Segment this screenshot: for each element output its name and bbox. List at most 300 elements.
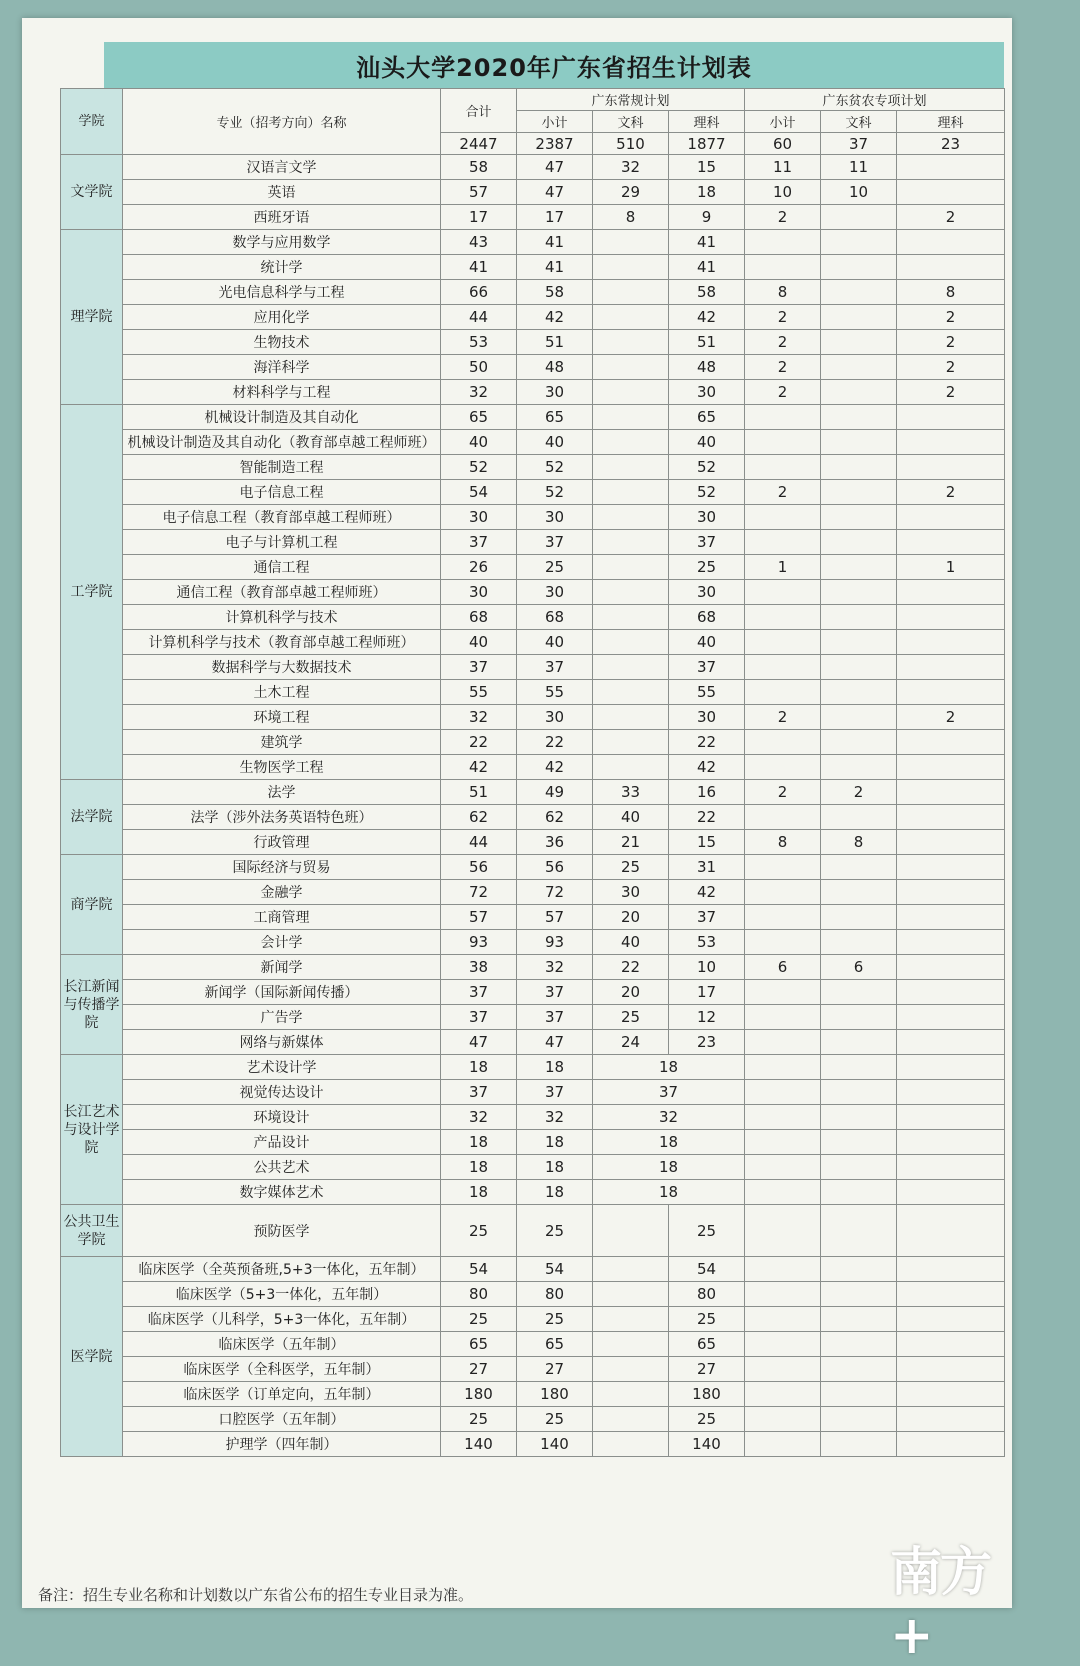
total-cell: 30 [441, 505, 517, 530]
header-poverty-arts: 文科 [821, 111, 897, 133]
poverty-science-cell [897, 430, 1005, 455]
poverty-subtotal-cell: 8 [745, 280, 821, 305]
major-name-cell: 护理学（四年制） [123, 1432, 441, 1457]
regular-subtotal-cell: 17 [517, 205, 593, 230]
poverty-arts-cell [821, 1357, 897, 1382]
major-name-cell: 金融学 [123, 880, 441, 905]
total-cell: 32 [441, 705, 517, 730]
table-row [61, 505, 1005, 530]
header-regular-science: 理科 [669, 111, 745, 133]
regular-subtotal-cell: 37 [517, 1080, 593, 1105]
total-cell: 17 [441, 205, 517, 230]
major-name-cell: 新闻学 [123, 955, 441, 980]
major-name-cell: 通信工程 [123, 555, 441, 580]
major-name-cell: 统计学 [123, 255, 441, 280]
poverty-subtotal-cell: 2 [745, 705, 821, 730]
poverty-science-cell [897, 230, 1005, 255]
poverty-science-cell [897, 1407, 1005, 1432]
regular-science-cell: 17 [669, 980, 745, 1005]
major-name-cell: 光电信息科学与工程 [123, 280, 441, 305]
regular-arts-cell: 20 [593, 905, 669, 930]
regular-arts-cell [593, 730, 669, 755]
poverty-science-cell [897, 1307, 1005, 1332]
regular-science-cell: 30 [669, 380, 745, 405]
table-row [61, 1332, 1005, 1357]
total-cell: 18 [441, 1180, 517, 1205]
table-row [61, 1180, 1005, 1205]
regular-subtotal-cell: 32 [517, 1105, 593, 1130]
poverty-science-cell [897, 1030, 1005, 1055]
total-cell: 66 [441, 280, 517, 305]
regular-science-cell: 65 [669, 405, 745, 430]
poverty-subtotal-cell [745, 630, 821, 655]
regular-subtotal-cell: 42 [517, 305, 593, 330]
major-name-cell: 计算机科学与技术（教育部卓越工程师班） [123, 630, 441, 655]
poverty-science-cell [897, 1382, 1005, 1407]
poverty-arts-cell [821, 555, 897, 580]
poverty-arts-cell [821, 230, 897, 255]
total-cell: 65 [441, 1332, 517, 1357]
school-name-cell: 公共卫生学院 [61, 1205, 123, 1257]
poverty-arts-cell [821, 755, 897, 780]
poverty-subtotal-cell: 8 [745, 830, 821, 855]
poverty-arts-cell [821, 380, 897, 405]
table-row [61, 905, 1005, 930]
regular-science-cell: 42 [669, 880, 745, 905]
poverty-arts-cell [821, 705, 897, 730]
poverty-arts-cell [821, 1130, 897, 1155]
regular-subtotal-cell: 49 [517, 780, 593, 805]
poverty-arts-cell [821, 605, 897, 630]
regular-subtotal-cell: 62 [517, 805, 593, 830]
poverty-subtotal-cell [745, 1155, 821, 1180]
major-name-cell: 生物医学工程 [123, 755, 441, 780]
table-row [61, 955, 1005, 980]
regular-science-cell: 58 [669, 280, 745, 305]
regular-subtotal-cell: 68 [517, 605, 593, 630]
poverty-science-cell [897, 455, 1005, 480]
table-row [61, 580, 1005, 605]
poverty-subtotal-cell [745, 405, 821, 430]
poverty-arts-cell [821, 205, 897, 230]
poverty-arts-cell [821, 405, 897, 430]
total-regular-arts: 510 [593, 133, 669, 155]
regular-subtotal-cell: 25 [517, 555, 593, 580]
regular-arts-cell: 40 [593, 930, 669, 955]
regular-science-cell: 31 [669, 855, 745, 880]
poverty-subtotal-cell [745, 1205, 821, 1257]
total-cell: 25 [441, 1407, 517, 1432]
poverty-arts-cell [821, 855, 897, 880]
total-all: 2447 [441, 133, 517, 155]
poverty-arts-cell [821, 1080, 897, 1105]
regular-subtotal-cell: 18 [517, 1155, 593, 1180]
table-row [61, 555, 1005, 580]
poverty-science-cell [897, 730, 1005, 755]
regular-subtotal-cell: 37 [517, 530, 593, 555]
poverty-subtotal-cell [745, 1432, 821, 1457]
poverty-subtotal-cell [745, 730, 821, 755]
poverty-subtotal-cell [745, 1282, 821, 1307]
regular-science-cell: 65 [669, 1332, 745, 1357]
regular-arts-cell [593, 605, 669, 630]
regular-science-cell: 180 [669, 1382, 745, 1407]
regular-science-cell: 80 [669, 1282, 745, 1307]
regular-science-cell: 25 [669, 555, 745, 580]
poverty-science-cell [897, 405, 1005, 430]
total-regular-subtotal: 2387 [517, 133, 593, 155]
major-name-cell: 数据科学与大数据技术 [123, 655, 441, 680]
table-row [61, 980, 1005, 1005]
table-row [61, 180, 1005, 205]
regular-subtotal-cell: 52 [517, 480, 593, 505]
poverty-subtotal-cell [745, 580, 821, 605]
poverty-arts-cell [821, 1055, 897, 1080]
major-name-cell: 土木工程 [123, 680, 441, 705]
table-row [61, 730, 1005, 755]
major-name-cell: 数字媒体艺术 [123, 1180, 441, 1205]
poverty-science-cell: 2 [897, 330, 1005, 355]
major-name-cell: 公共艺术 [123, 1155, 441, 1180]
regular-science-cell: 52 [669, 480, 745, 505]
regular-arts-cell: 8 [593, 205, 669, 230]
regular-subtotal-cell: 37 [517, 980, 593, 1005]
major-name-cell: 临床医学（5+3一体化，五年制） [123, 1282, 441, 1307]
school-name-cell: 长江新闻与传播学院 [61, 955, 123, 1055]
major-name-cell: 海洋科学 [123, 355, 441, 380]
table-row [61, 805, 1005, 830]
poverty-science-cell [897, 180, 1005, 205]
total-cell: 22 [441, 730, 517, 755]
total-cell: 32 [441, 380, 517, 405]
regular-subtotal-cell: 18 [517, 1130, 593, 1155]
poverty-science-cell [897, 680, 1005, 705]
regular-science-cell: 37 [669, 530, 745, 555]
poverty-subtotal-cell: 10 [745, 180, 821, 205]
regular-subtotal-cell: 57 [517, 905, 593, 930]
regular-arts-cell: 22 [593, 955, 669, 980]
regular-arts-cell [593, 1332, 669, 1357]
poverty-science-cell [897, 1155, 1005, 1180]
regular-arts-cell: 25 [593, 1005, 669, 1030]
total-regular-science: 1877 [669, 133, 745, 155]
regular-arts-cell [593, 355, 669, 380]
regular-science-cell: 25 [669, 1307, 745, 1332]
poverty-arts-cell [821, 1030, 897, 1055]
poverty-arts-cell [821, 430, 897, 455]
table-row [61, 230, 1005, 255]
major-name-cell: 机械设计制造及其自动化 [123, 405, 441, 430]
total-cell: 65 [441, 405, 517, 430]
total-cell: 40 [441, 430, 517, 455]
poverty-science-cell [897, 580, 1005, 605]
regular-subtotal-cell: 25 [517, 1407, 593, 1432]
table-row [61, 330, 1005, 355]
poverty-subtotal-cell [745, 655, 821, 680]
regular-merged-cell: 18 [593, 1155, 745, 1180]
regular-arts-cell [593, 230, 669, 255]
table-row [61, 780, 1005, 805]
poverty-subtotal-cell: 2 [745, 205, 821, 230]
regular-arts-cell: 30 [593, 880, 669, 905]
regular-science-cell: 51 [669, 330, 745, 355]
poverty-arts-cell [821, 630, 897, 655]
poverty-subtotal-cell [745, 680, 821, 705]
regular-science-cell: 37 [669, 655, 745, 680]
poverty-arts-cell [821, 1180, 897, 1205]
poverty-science-cell [897, 980, 1005, 1005]
total-cell: 55 [441, 680, 517, 705]
regular-science-cell: 25 [669, 1205, 745, 1257]
poverty-science-cell: 2 [897, 480, 1005, 505]
regular-science-cell: 22 [669, 805, 745, 830]
regular-arts-cell [593, 305, 669, 330]
regular-science-cell: 10 [669, 955, 745, 980]
major-name-cell: 会计学 [123, 930, 441, 955]
total-cell: 18 [441, 1055, 517, 1080]
table-row [61, 1257, 1005, 1282]
poverty-subtotal-cell [745, 1080, 821, 1105]
major-name-cell: 广告学 [123, 1005, 441, 1030]
poverty-arts-cell [821, 280, 897, 305]
watermark-logo: 南方+ [890, 1542, 991, 1666]
table-row [61, 1407, 1005, 1432]
regular-science-cell: 12 [669, 1005, 745, 1030]
poverty-arts-cell [821, 1155, 897, 1180]
header-poverty-subtotal: 小计 [745, 111, 821, 133]
poverty-science-cell [897, 155, 1005, 180]
regular-subtotal-cell: 54 [517, 1257, 593, 1282]
total-cell: 26 [441, 555, 517, 580]
regular-arts-cell [593, 405, 669, 430]
regular-science-cell: 25 [669, 1407, 745, 1432]
poverty-arts-cell [821, 880, 897, 905]
total-cell: 38 [441, 955, 517, 980]
poverty-subtotal-cell [745, 1180, 821, 1205]
regular-subtotal-cell: 30 [517, 380, 593, 405]
school-name-cell: 工学院 [61, 405, 123, 780]
regular-subtotal-cell: 37 [517, 655, 593, 680]
regular-subtotal-cell: 40 [517, 630, 593, 655]
table-row [61, 930, 1005, 955]
header-regular-subtotal: 小计 [517, 111, 593, 133]
table-row [61, 1382, 1005, 1407]
poverty-science-cell [897, 1432, 1005, 1457]
regular-subtotal-cell: 47 [517, 1030, 593, 1055]
total-cell: 25 [441, 1205, 517, 1257]
major-name-cell: 网络与新媒体 [123, 1030, 441, 1055]
regular-arts-cell [593, 505, 669, 530]
total-cell: 72 [441, 880, 517, 905]
regular-subtotal-cell: 30 [517, 580, 593, 605]
school-name-cell: 长江艺术与设计学院 [61, 1055, 123, 1205]
table-row [61, 430, 1005, 455]
table-row [61, 1307, 1005, 1332]
regular-science-cell: 140 [669, 1432, 745, 1457]
total-cell: 37 [441, 1005, 517, 1030]
major-name-cell: 电子信息工程（教育部卓越工程师班） [123, 505, 441, 530]
poverty-arts-cell [821, 480, 897, 505]
poverty-subtotal-cell [745, 1332, 821, 1357]
regular-arts-cell [593, 555, 669, 580]
school-name-cell: 文学院 [61, 155, 123, 230]
poverty-science-cell [897, 1257, 1005, 1282]
poverty-subtotal-cell [745, 1005, 821, 1030]
regular-science-cell: 41 [669, 230, 745, 255]
poverty-science-cell: 2 [897, 380, 1005, 405]
major-name-cell: 应用化学 [123, 305, 441, 330]
regular-arts-cell [593, 330, 669, 355]
major-name-cell: 口腔医学（五年制） [123, 1407, 441, 1432]
poverty-arts-cell [821, 505, 897, 530]
regular-arts-cell [593, 280, 669, 305]
regular-subtotal-cell: 47 [517, 180, 593, 205]
total-cell: 18 [441, 1155, 517, 1180]
regular-science-cell: 30 [669, 505, 745, 530]
major-name-cell: 工商管理 [123, 905, 441, 930]
poverty-arts-cell [821, 930, 897, 955]
regular-arts-cell [593, 580, 669, 605]
major-name-cell: 预防医学 [123, 1205, 441, 1257]
table-row [61, 355, 1005, 380]
poverty-arts-cell [821, 1282, 897, 1307]
poverty-subtotal-cell [745, 1407, 821, 1432]
regular-subtotal-cell: 72 [517, 880, 593, 905]
total-cell: 43 [441, 230, 517, 255]
poverty-science-cell [897, 1180, 1005, 1205]
header-school: 学院 [61, 89, 123, 155]
regular-arts-cell [593, 1382, 669, 1407]
major-name-cell: 产品设计 [123, 1130, 441, 1155]
major-name-cell: 生物技术 [123, 330, 441, 355]
regular-science-cell: 42 [669, 755, 745, 780]
poverty-subtotal-cell [745, 905, 821, 930]
poverty-subtotal-cell [745, 930, 821, 955]
poverty-subtotal-cell [745, 530, 821, 555]
poverty-science-cell: 8 [897, 280, 1005, 305]
poverty-arts-cell [821, 255, 897, 280]
regular-subtotal-cell: 55 [517, 680, 593, 705]
regular-arts-cell [593, 480, 669, 505]
poverty-arts-cell [821, 655, 897, 680]
poverty-science-cell [897, 1105, 1005, 1130]
poverty-subtotal-cell: 2 [745, 305, 821, 330]
poverty-subtotal-cell [745, 255, 821, 280]
major-name-cell: 临床医学（五年制） [123, 1332, 441, 1357]
regular-science-cell: 37 [669, 905, 745, 930]
poverty-arts-cell [821, 1205, 897, 1257]
poverty-subtotal-cell: 1 [745, 555, 821, 580]
total-cell: 44 [441, 305, 517, 330]
regular-merged-cell: 18 [593, 1180, 745, 1205]
poverty-subtotal-cell [745, 755, 821, 780]
poverty-science-cell: 2 [897, 205, 1005, 230]
poverty-science-cell: 2 [897, 705, 1005, 730]
table-row [61, 255, 1005, 280]
regular-science-cell: 42 [669, 305, 745, 330]
major-name-cell: 环境设计 [123, 1105, 441, 1130]
regular-science-cell: 23 [669, 1030, 745, 1055]
major-name-cell: 汉语言文学 [123, 155, 441, 180]
major-name-cell: 数学与应用数学 [123, 230, 441, 255]
regular-subtotal-cell: 36 [517, 830, 593, 855]
regular-subtotal-cell: 56 [517, 855, 593, 880]
regular-science-cell: 40 [669, 430, 745, 455]
poverty-arts-cell [821, 1432, 897, 1457]
poverty-arts-cell: 8 [821, 830, 897, 855]
regular-merged-cell: 18 [593, 1130, 745, 1155]
poverty-arts-cell: 10 [821, 180, 897, 205]
regular-merged-cell: 18 [593, 1055, 745, 1080]
table-row [61, 1080, 1005, 1105]
regular-science-cell: 15 [669, 830, 745, 855]
poverty-subtotal-cell [745, 1130, 821, 1155]
major-name-cell: 视觉传达设计 [123, 1080, 441, 1105]
table-row [61, 630, 1005, 655]
regular-subtotal-cell: 180 [517, 1382, 593, 1407]
total-poverty-science: 23 [897, 133, 1005, 155]
regular-subtotal-cell: 47 [517, 155, 593, 180]
regular-arts-cell [593, 680, 669, 705]
poverty-arts-cell [821, 305, 897, 330]
regular-arts-cell [593, 705, 669, 730]
regular-science-cell: 9 [669, 205, 745, 230]
total-cell: 58 [441, 155, 517, 180]
poverty-science-cell [897, 755, 1005, 780]
poverty-subtotal-cell [745, 855, 821, 880]
major-name-cell: 电子与计算机工程 [123, 530, 441, 555]
total-cell: 27 [441, 1357, 517, 1382]
poverty-arts-cell [821, 805, 897, 830]
regular-science-cell: 53 [669, 930, 745, 955]
poverty-arts-cell: 2 [821, 780, 897, 805]
regular-subtotal-cell: 37 [517, 1005, 593, 1030]
poverty-arts-cell [821, 980, 897, 1005]
poverty-arts-cell [821, 1382, 897, 1407]
poverty-arts-cell [821, 905, 897, 930]
total-cell: 80 [441, 1282, 517, 1307]
major-name-cell: 临床医学（儿科学，5+3一体化，五年制） [123, 1307, 441, 1332]
regular-arts-cell: 29 [593, 180, 669, 205]
poverty-subtotal-cell [745, 1055, 821, 1080]
table-row [61, 1282, 1005, 1307]
poverty-science-cell [897, 1005, 1005, 1030]
major-name-cell: 电子信息工程 [123, 480, 441, 505]
poverty-subtotal-cell [745, 230, 821, 255]
total-cell: 47 [441, 1030, 517, 1055]
poverty-science-cell [897, 530, 1005, 555]
regular-subtotal-cell: 41 [517, 230, 593, 255]
poverty-arts-cell [821, 455, 897, 480]
poverty-arts-cell: 11 [821, 155, 897, 180]
major-name-cell: 临床医学（全科医学，五年制） [123, 1357, 441, 1382]
major-name-cell: 行政管理 [123, 830, 441, 855]
regular-science-cell: 55 [669, 680, 745, 705]
poverty-subtotal-cell [745, 455, 821, 480]
poverty-subtotal-cell [745, 1382, 821, 1407]
regular-science-cell: 54 [669, 1257, 745, 1282]
poverty-subtotal-cell [745, 1307, 821, 1332]
total-cell: 37 [441, 530, 517, 555]
poverty-subtotal-cell [745, 1030, 821, 1055]
poverty-subtotal-cell [745, 605, 821, 630]
regular-subtotal-cell: 93 [517, 930, 593, 955]
regular-science-cell: 16 [669, 780, 745, 805]
poverty-subtotal-cell: 11 [745, 155, 821, 180]
regular-arts-cell: 24 [593, 1030, 669, 1055]
poverty-subtotal-cell: 2 [745, 380, 821, 405]
total-cell: 18 [441, 1130, 517, 1155]
